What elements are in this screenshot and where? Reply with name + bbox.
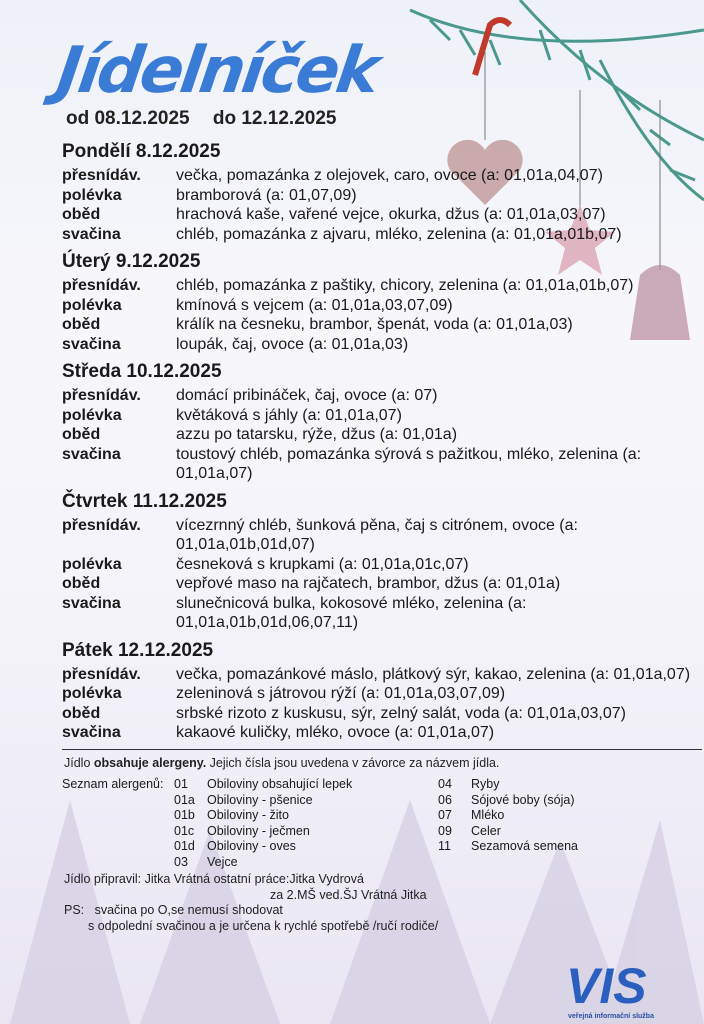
meal-value: vepřové maso na rajčatech, brambor, džus (a: 01,01a)	[176, 575, 561, 592]
day-section	[62, 639, 702, 743]
meal-label: svačina	[62, 335, 121, 353]
meal-row	[62, 445, 702, 484]
meal-label: přesnídáv.	[62, 516, 141, 534]
meal-label: polévka	[62, 186, 122, 204]
allergen-list-label: Seznam alergenů:	[62, 777, 164, 791]
meal-value: loupák, čaj, ovoce (a: 01,01a,03)	[176, 335, 409, 353]
meal-row	[62, 186, 702, 206]
day-heading: Čtvrtek 11.12.2025	[62, 490, 227, 512]
allergen-item	[174, 824, 438, 840]
allergen-code: 07	[438, 808, 452, 822]
meal-label: přesnídáv.	[62, 387, 141, 404]
day-heading: Pondělí 8.12.2025	[62, 141, 221, 162]
day-heading: Středa 10.12.2025	[62, 361, 222, 382]
meal-value: kakaové kuličky, mléko, ovoce (a: 01,01a,07)	[176, 724, 495, 741]
allergen-name: Celer	[471, 823, 501, 838]
allergen-item	[174, 793, 438, 809]
meal-value: toustový chléb, pomazánka sýrová s pažitkou, mléko, zelenina (a: 01,01a,07)	[176, 445, 642, 482]
logo-subtitle: veřejná informační služba	[568, 1013, 654, 1020]
meal-row	[62, 555, 702, 575]
allergen-code: 11	[438, 839, 451, 853]
meal-row	[62, 574, 702, 594]
logo-text: VIS	[566, 958, 647, 1011]
meal-row	[62, 386, 702, 406]
meal-value: večka, pomazánkové máslo, plátkový sýr, kakao, zelenina (a: 01,01a,07)	[176, 665, 691, 683]
meal-row	[62, 516, 702, 555]
allergen-name: Sójové boby (sója)	[471, 792, 575, 807]
meal-value: česneková s krupkami (a: 01,01a,01c,07)	[176, 555, 469, 573]
meal-value: vícezrnný chléb, šunková pěna, čaj s citrónem, ovoce (a: 01,01a,01b,01d,07)	[176, 516, 578, 553]
vis-logo	[566, 955, 676, 1011]
meal-row	[62, 205, 702, 225]
allergen-name: Obiloviny obsahující lepek	[207, 777, 353, 791]
day-heading: Úterý 9.12.2025	[62, 251, 201, 272]
meal-value: srbské rizoto z kuskusu, sýr, zelný salát, voda (a: 01,01a,03,07)	[176, 704, 626, 722]
allergen-code: 01c	[174, 823, 195, 838]
allergen-code: 09	[438, 823, 452, 838]
allergen-item	[438, 808, 702, 824]
allergen-code: 06	[438, 792, 452, 807]
meal-label: přesnídáv.	[62, 167, 141, 184]
allergen-name: Obiloviny - ječmen	[207, 823, 310, 838]
allergen-list	[62, 777, 702, 870]
prepared-by: Jídlo připravil: Jitka Vrátná ostatní práce:Jitka Vydrová	[64, 872, 364, 886]
meal-value: chléb, pomazánka z ajvaru, mléko, zelenina (a: 01,01a,01b,07)	[176, 225, 622, 243]
ps-note: PS: svačina po O,se nemusí shodovat	[64, 903, 283, 917]
allergen-name: Obiloviny - pšenice	[207, 792, 313, 807]
meal-label: svačina	[62, 445, 121, 463]
allergen-name: Vejce	[207, 854, 238, 869]
allergen-note: Jídlo obsahuje alergeny. Jejich čísla jsou uvedena v závorce za názvem jídla.	[64, 755, 500, 770]
menu-content	[62, 140, 702, 934]
meal-row	[62, 704, 702, 724]
meal-label: oběd	[62, 316, 101, 333]
allergen-item	[438, 777, 702, 793]
meal-row	[62, 276, 702, 296]
date-from: od 08.12.2025	[66, 108, 190, 129]
meal-label: polévka	[62, 555, 122, 573]
allergen-list-left	[174, 777, 438, 870]
allergen-name: Obiloviny - oves	[207, 839, 296, 853]
meal-row	[62, 225, 702, 245]
date-range	[66, 108, 354, 130]
allergen-code: 01	[174, 777, 188, 791]
allergen-item	[174, 777, 438, 793]
meal-value: králík na česneku, brambor, špenát, voda (a: 01,01a,03)	[176, 316, 573, 333]
meal-value: kmínová s vejcem (a: 01,01a,03,07,09)	[176, 296, 453, 314]
meal-row	[62, 684, 702, 704]
meal-value: slunečnicová bulka, kokosové mléko, zelenina (a: 01,01a,01b,01d,06,07,11)	[176, 594, 527, 631]
meal-value: večka, pomazánka z olejovek, caro, ovoce (a: 01,01a,04,07)	[176, 167, 603, 184]
allergen-item	[174, 808, 438, 824]
allergen-item	[174, 855, 438, 871]
meal-row	[62, 296, 702, 316]
divider	[62, 749, 702, 750]
meal-row	[62, 723, 702, 743]
meal-row	[62, 425, 702, 445]
allergen-item	[438, 824, 702, 840]
meal-value: domácí pribináček, čaj, ovoce (a: 07)	[176, 387, 438, 404]
meal-value: květáková s jáhly (a: 01,01a,07)	[176, 406, 402, 424]
school-info: za 2.MŠ ved.ŠJ Vrátná Jitka	[270, 887, 427, 902]
meal-row	[62, 166, 702, 186]
allergen-name: Ryby	[471, 777, 500, 791]
meal-row	[62, 665, 702, 685]
meal-label: polévka	[62, 685, 122, 702]
meal-label: přesnídáv.	[62, 665, 141, 683]
meal-value: azzu po tatarsku, rýže, džus (a: 01,01a)	[176, 426, 458, 443]
allergen-item	[438, 793, 702, 809]
meal-label: svačina	[62, 225, 121, 243]
meal-row	[62, 335, 702, 355]
allergen-name: Sezamová semena	[471, 839, 579, 853]
meal-label: svačina	[62, 724, 121, 741]
allergen-name: Obiloviny - žito	[207, 808, 289, 822]
meal-label: přesnídáv.	[62, 277, 141, 294]
day-section	[62, 250, 702, 354]
page-title: Jídelníček	[52, 34, 382, 108]
day-section	[62, 360, 702, 484]
ps-note-line2: s odpolední svačinou a je určena k rychlé spotřebě /ručí rodiče/	[88, 918, 439, 933]
meal-row	[62, 406, 702, 426]
meal-value: bramborová (a: 01,07,09)	[176, 186, 357, 204]
allergen-list-right	[438, 777, 702, 870]
allergen-name: Mléko	[471, 808, 505, 822]
meal-label: oběd	[62, 206, 101, 223]
meal-value: hrachová kaše, vařené vejce, okurka, džus (a: 01,01a,03,07)	[176, 206, 606, 223]
allergen-code: 01b	[174, 808, 195, 822]
meal-value: chléb, pomazánka z paštiky, chicory, zelenina (a: 01,01a,01b,07)	[176, 277, 634, 294]
allergen-item	[174, 839, 438, 855]
meal-row	[62, 594, 702, 633]
meal-value: zeleninová s játrovou rýží (a: 01,01a,03,07,09)	[176, 685, 506, 702]
meal-label: oběd	[62, 426, 101, 443]
allergen-code: 01d	[174, 839, 195, 853]
allergen-item	[438, 839, 702, 855]
meal-label: oběd	[62, 704, 101, 722]
meal-label: oběd	[62, 575, 101, 592]
allergen-code: 01a	[174, 792, 195, 807]
day-heading: Pátek 12.12.2025	[62, 639, 214, 661]
allergen-code: 03	[174, 854, 188, 869]
meal-label: polévka	[62, 296, 122, 314]
meal-row	[62, 315, 702, 335]
meal-label: svačina	[62, 594, 121, 612]
day-section	[62, 140, 702, 244]
day-section	[62, 490, 702, 633]
date-to: do 12.12.2025	[212, 108, 337, 129]
allergen-code: 04	[438, 777, 452, 791]
meal-label: polévka	[62, 406, 122, 424]
